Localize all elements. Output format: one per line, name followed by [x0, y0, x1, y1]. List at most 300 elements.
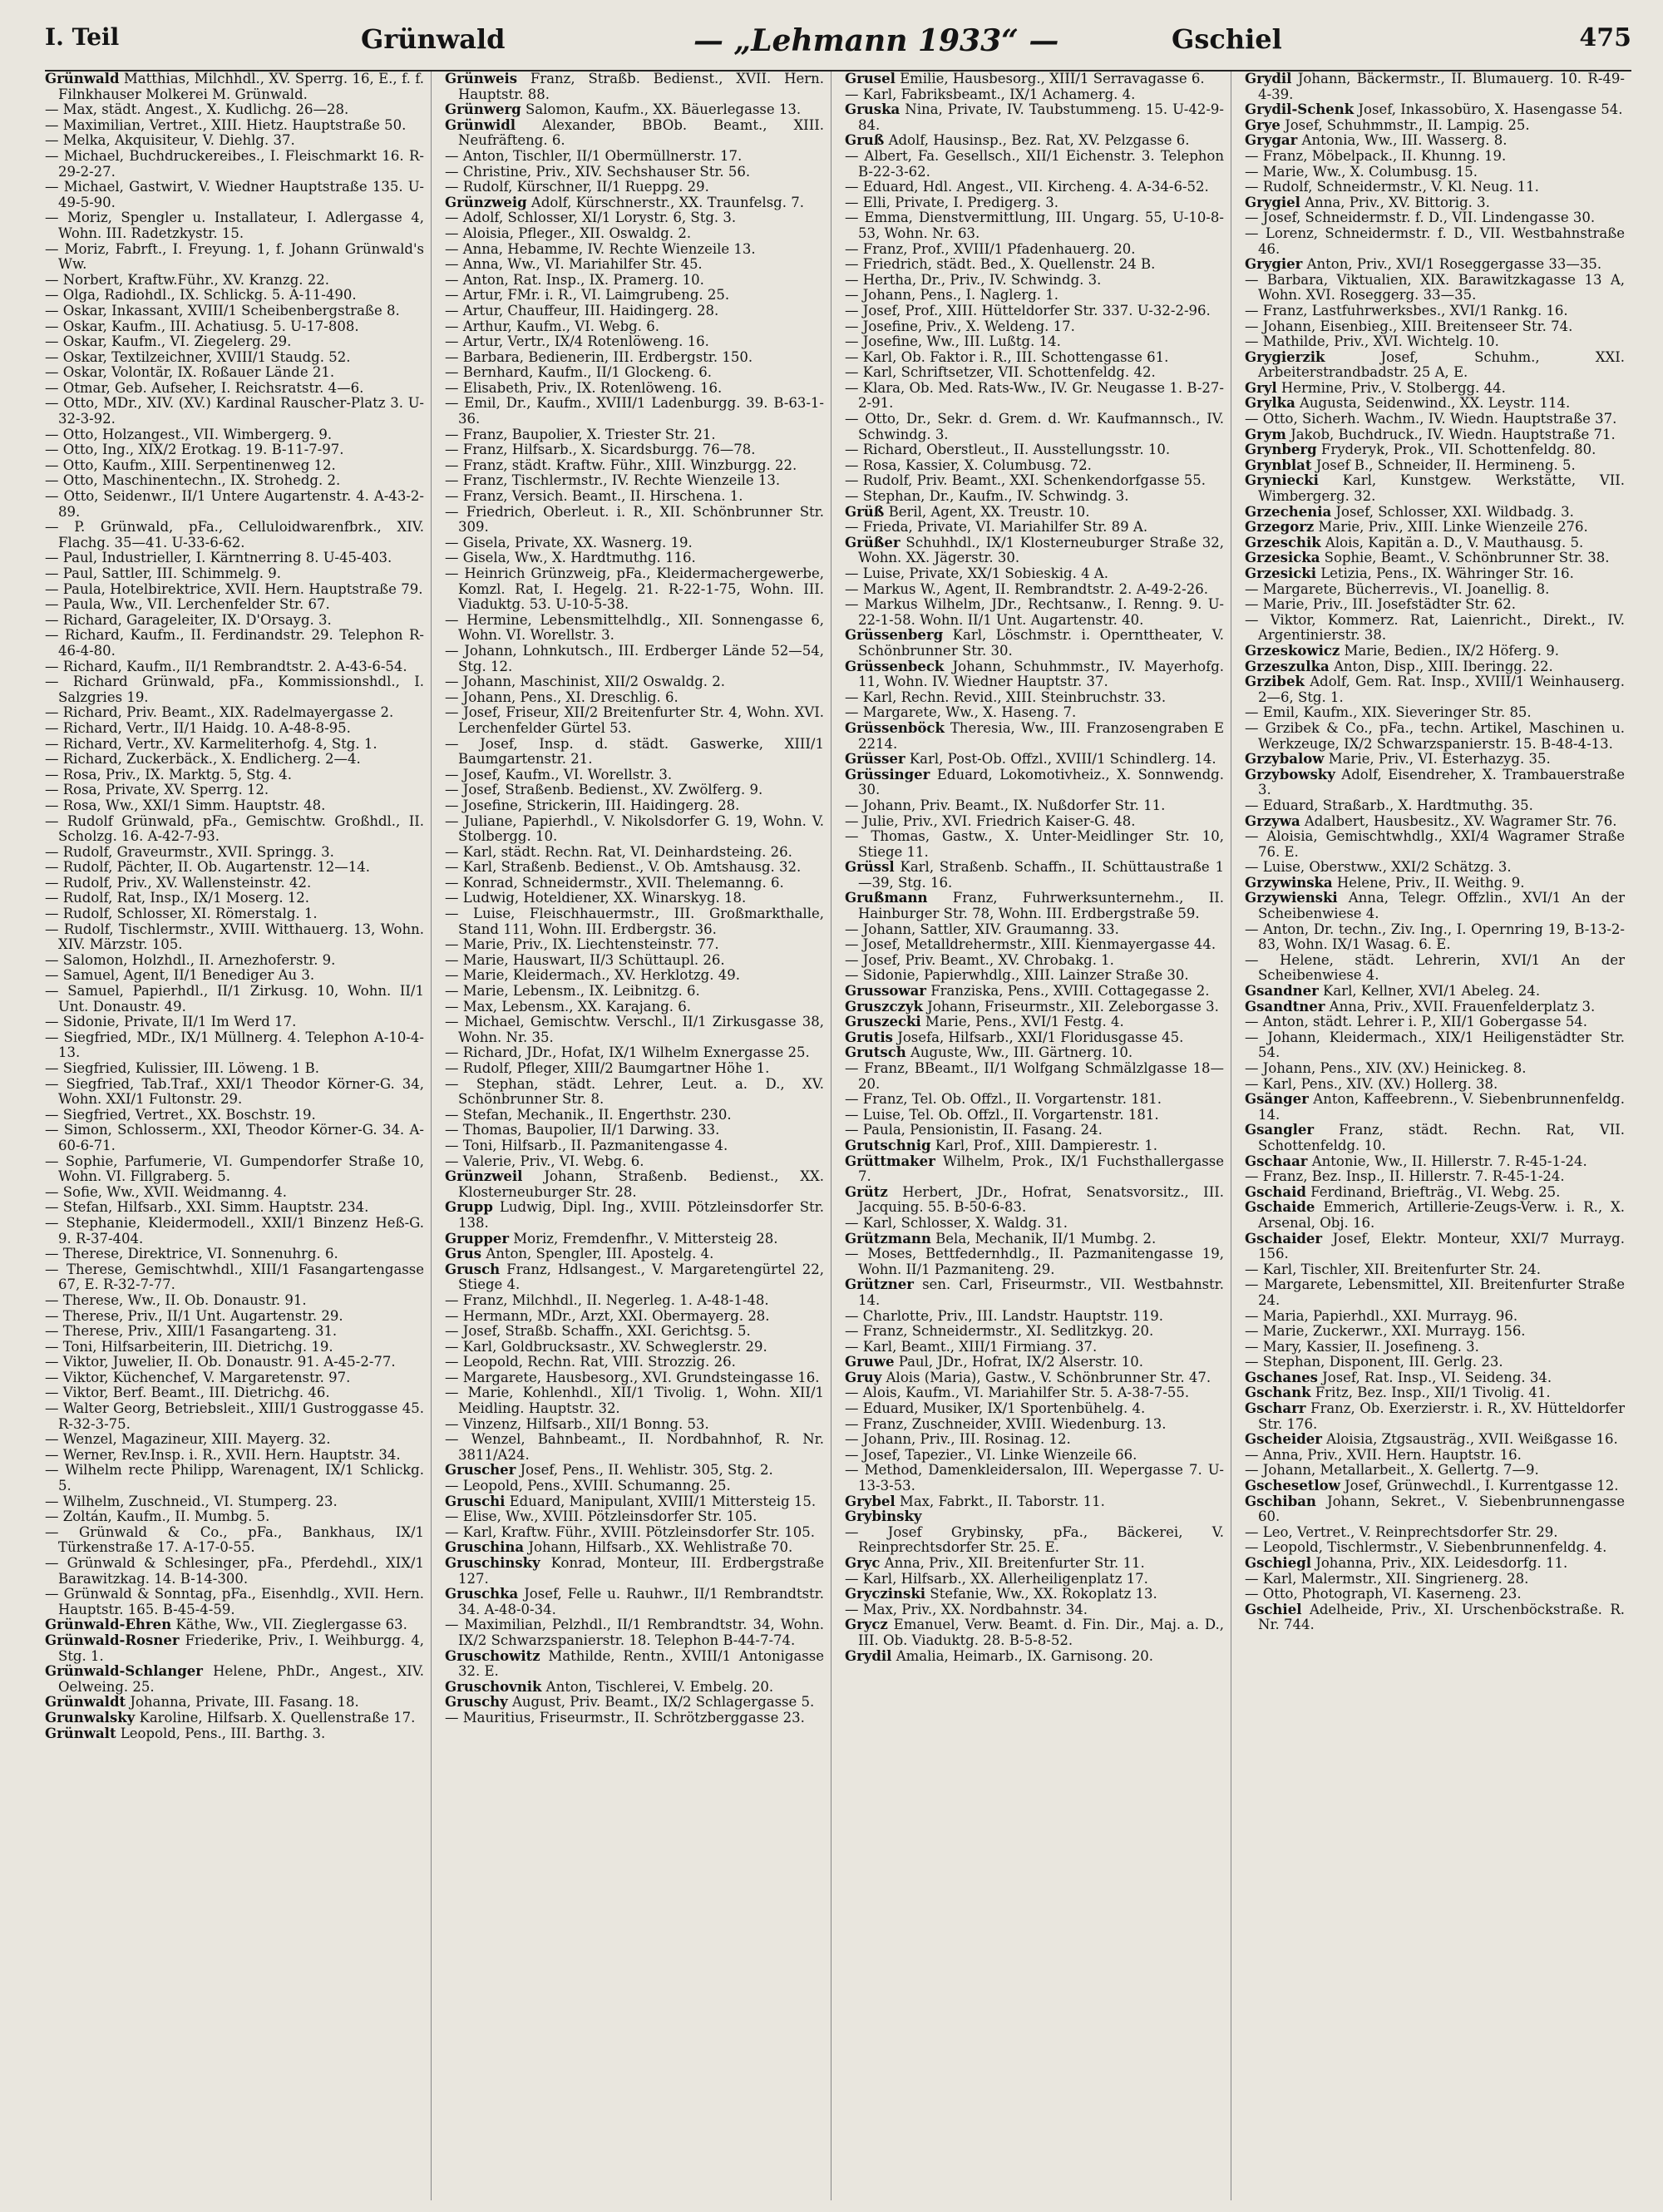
directory-entry [1245, 1123, 1625, 1153]
directory-entry [45, 458, 424, 474]
directory-entry [445, 396, 824, 427]
entry-details: Adalbert, Hausbesitz., XV. Wagramer Str. 76. [1300, 812, 1617, 829]
directory-entry [445, 953, 824, 969]
entry-surname: Gschiegl [1245, 1555, 1311, 1571]
entry-details: — Therese, Priv., II/1 Unt. Augartenstr. 29. [45, 1307, 343, 1324]
entry-details: Josef, Elektr. Monteur, XXI/7 Murrayg. 156. [1258, 1230, 1625, 1262]
entry-details: — Rudolf, Schneidermstr., V. Kl. Neug. 11. [1245, 179, 1539, 195]
entry-surname: Gruy [845, 1369, 882, 1385]
entry-details: — Johann, Priv. Beamt., IX. Nußdorfer Str. 11. [845, 797, 1166, 813]
entry-details: — Richard, Kaufm., II. Ferdinandstr. 29. Telephon R-46-4-80. [45, 627, 424, 659]
entry-surname: Gryczinski [845, 1586, 926, 1602]
directory-entry [445, 906, 824, 937]
directory-entry [1245, 149, 1625, 165]
entry-details: sen. Carl, Friseurmstr., VII. Westbahnstr. 14. [858, 1276, 1224, 1308]
entry-details: — Siegfried, Tab.Traf., XXI/1 Theodor Körner-G. 34, Wohn. XXI/1 Fultonstr. 29. [45, 1075, 424, 1108]
directory-entry [45, 551, 424, 566]
directory-entry [45, 1695, 424, 1711]
directory-entry [1245, 102, 1625, 118]
directory-entry [845, 1572, 1224, 1587]
entry-details: Anton, Kaffeebrenn., V. Siebenbrunnenfeldg. 14. [1258, 1091, 1625, 1123]
directory-entry [1245, 473, 1625, 504]
entry-details: — Otto, Dr., Sekr. d. Grem. d. Wr. Kaufmannsch., IV. Schwindg. 3. [845, 411, 1224, 442]
entry-surname: Grus [445, 1246, 482, 1262]
entry-details: — Samuel, Agent, II/1 Benediger Au 3. [45, 967, 315, 984]
entry-details: — Toni, Hilfsarbeiterin, III. Dietrichg. 19. [45, 1338, 333, 1355]
entry-details: Marie, Bedien., IX/2 Höferg. 9. [1340, 642, 1559, 659]
entry-details: — Therese, Ww., II. Ob. Donaustr. 91. [45, 1291, 307, 1308]
entry-surname: Grüttmaker [845, 1153, 935, 1169]
directory-entry [845, 690, 1224, 706]
entry-details: — Stefan, Hilfsarb., XXI. Simm. Hauptstr. 234. [45, 1199, 369, 1216]
entry-surname: Grycz [845, 1617, 888, 1633]
directory-entry [445, 984, 824, 1000]
entry-surname: Grutschnig [845, 1137, 931, 1153]
entry-details: August, Priv. Beamt., IX/2 Schlagergasse 5. [507, 1694, 815, 1711]
entry-details: Josef, Schlosser, XXI. Wildbadg. 3. [1331, 503, 1574, 520]
entry-details: — Rudolf, Priv., XV. Wallensteinstr. 42. [45, 874, 312, 891]
directory-entry [1245, 381, 1625, 397]
entry-details: — Josef, Straßb. Schaffn., XXI. Gerichtsg. 5. [445, 1323, 751, 1340]
entry-details: — Heinrich Grünzweig, pFa., Kleidermachergewerbe, Komzl. Rat, I. Hegelg. 21. R-22-1-75, Wohn. III. Viaduktg. 53. U-10-5-38. [445, 565, 824, 613]
directory-entry [45, 1324, 424, 1340]
entry-details: — Method, Damenkleidersalon, III. Wepergasse 7. U-13-3-53. [845, 1462, 1224, 1494]
directory-entry [845, 1448, 1224, 1464]
entry-details: Josef B., Schneider, II. Hermineng. 5. [1311, 457, 1576, 473]
directory-entry [445, 1169, 824, 1200]
entry-details: — Max, Lebensm., XX. Karajang. 6. [445, 998, 692, 1015]
directory-entry [845, 1030, 1224, 1046]
entry-details: — Rosa, Private, XV. Sperrg. 12. [45, 782, 269, 798]
directory-entry [45, 242, 424, 273]
directory-entry [445, 1309, 824, 1325]
directory-entry [45, 705, 424, 721]
entry-surname: Grzywienski [1245, 890, 1338, 906]
entry-details: — Anna, Priv., XVII. Hern. Hauptstr. 16. [1245, 1446, 1522, 1463]
directory-entry [845, 752, 1224, 768]
entry-details: — Richard, JDr., Hofat, IX/1 Wilhelm Exnergasse 25. [445, 1044, 810, 1061]
directory-entry [1245, 1463, 1625, 1479]
directory-entry [45, 566, 424, 582]
entry-surname: Grutsch [845, 1044, 906, 1061]
entry-surname: Gscheider [1245, 1431, 1322, 1448]
entry-details: — Leo, Vertret., V. Reinprechtsdorfer Str. 29. [1245, 1523, 1558, 1540]
entry-details: Bela, Mechanik, II/1 Mumbg. 2. [930, 1230, 1157, 1247]
directory-entry [445, 551, 824, 566]
entry-details: Auguste, Ww., III. Gärtnerg. 10. [906, 1044, 1133, 1061]
entry-details: Aloisia, Ztgsausträg., XVII. Weißgasse 16. [1321, 1431, 1618, 1448]
directory-entry [45, 674, 424, 705]
directory-entry [1245, 1587, 1625, 1602]
directory-entry [445, 1417, 824, 1433]
directory-entry [845, 1154, 1224, 1185]
directory-entry [1245, 860, 1625, 876]
directory-entry [45, 381, 424, 397]
directory-entry [45, 1370, 424, 1386]
entry-details: — Paul, Sattler, III. Schimmelg. 9. [45, 565, 281, 581]
directory-entry [845, 334, 1224, 350]
entry-details: — Wenzel, Bahnbeamt., II. Nordbahnhof, R. Nr. 3811/A24. [445, 1431, 824, 1463]
entry-details: Emanuel, Verw. Beamt. d. Fin. Dir., Maj. a. D., III. Ob. Viaduktg. 28. B-5-8-52. [858, 1617, 1224, 1648]
entry-surname: Grünwidl [445, 116, 516, 133]
entry-details: — Friedrich, städt. Bed., X. Quellenstr. 24 B. [845, 256, 1156, 273]
entry-surname: Grunwalsky [45, 1709, 136, 1726]
entry-details: — Norbert, Kraftw.Führ., XV. Kranzg. 22. [45, 271, 329, 288]
directory-entry [845, 242, 1224, 258]
entry-details: Alois, Kapitän a. D., V. Mauthausg. 5. [1320, 534, 1584, 551]
entry-surname: Grupper [445, 1230, 510, 1247]
entry-details: — Johann, Priv., III. Rosinag. 12. [845, 1431, 1071, 1448]
entry-surname: Grzegorz [1245, 519, 1315, 536]
directory-entry [1245, 334, 1625, 350]
entry-details: — Rudolf, Pfleger, XIII/2 Baumgartner Höhe 1. [445, 1060, 770, 1076]
entry-details: — Karl, Schlosser, X. Waldg. 31. [845, 1214, 1068, 1231]
directory-entry [445, 876, 824, 891]
directory-entry [445, 180, 824, 195]
entry-details: — Leopold, Rechn. Rat, VIII. Strozzig. 26. [445, 1354, 736, 1370]
directory-entry [845, 1556, 1224, 1572]
section-label: I. Teil [45, 23, 120, 51]
directory-entry [45, 1061, 424, 1077]
directory-entry [45, 1494, 424, 1510]
directory-entry [845, 257, 1224, 273]
directory-entry [1245, 1556, 1625, 1572]
entry-details: Jakob, Buchdruck., IV. Wiedn. Hauptstraße 71. [1285, 426, 1616, 442]
entry-details: — Luise, Fleischhauermstr., III. Großmarkthalle, Stand 111, Wohn. III. Erdbergstr. 36. [445, 906, 824, 937]
directory-entry [845, 768, 1224, 798]
entry-surname: Grünzweil [445, 1168, 523, 1185]
directory-entry [1245, 1602, 1625, 1633]
directory-entry [45, 350, 424, 366]
entry-details: Theresia, Ww., III. Franzosengraben E 2214. [858, 719, 1224, 752]
entry-details: — Frieda, Private, VI. Mariahilfer Str. 89 A. [845, 519, 1148, 536]
directory-entry [845, 210, 1224, 241]
entry-surname: Gschaid [1245, 1183, 1306, 1200]
entry-details: — Vinzenz, Hilfsarb., XII/1 Bonng. 53. [445, 1415, 709, 1432]
entry-surname: Gschaar [1245, 1153, 1308, 1169]
entry-details: — Siegfried, Vertret., XX. Boschstr. 19. [45, 1106, 316, 1123]
entry-details: — Karl, Tischler, XII. Breitenfurter Str. 24. [1245, 1261, 1542, 1277]
entry-details: Max, Fabrkt., II. Taborstr. 11. [895, 1493, 1105, 1509]
directory-entry [1245, 396, 1625, 412]
directory-entry [445, 1463, 824, 1479]
directory-entry [845, 505, 1224, 521]
entry-details: Josef, Schuhmmstr., II. Lampig. 25. [1280, 116, 1530, 133]
entry-details: — Konrad, Schneidermstr., XVII. Thelemanng. 6. [445, 874, 784, 891]
entry-surname: Gschesetlow [1245, 1478, 1340, 1494]
directory-entry [445, 644, 824, 674]
directory-entry [845, 1000, 1224, 1015]
directory-entry [1245, 1494, 1625, 1525]
directory-column-1 [45, 72, 432, 2200]
entry-details: — Otto, Maschinentechn., IX. Strohedg. 2. [45, 472, 341, 489]
directory-entry [445, 1015, 824, 1045]
directory-entry [845, 536, 1224, 566]
entry-details: — Leopold, Tischlermstr., V. Siebenbrunnenfeldg. 4. [1245, 1539, 1607, 1556]
directory-entry [45, 737, 424, 753]
entry-surname: Grygar [1245, 132, 1298, 149]
directory-entry [845, 1417, 1224, 1433]
page-header [45, 18, 1631, 72]
entry-details: — Olga, Radiohdl., IX. Schlickg. 5. A-11-490. [45, 287, 357, 304]
directory-entry [1245, 304, 1625, 319]
directory-entry [445, 473, 824, 489]
directory-entry [445, 891, 824, 906]
entry-surname: Grütz [845, 1183, 888, 1200]
entry-surname: Gruschovnik [445, 1678, 542, 1695]
entry-details: — Rosa, Priv., IX. Marktg. 5, Stg. 4. [45, 766, 293, 783]
entry-details: Stefanie, Ww., XX. Rokoplatz 13. [925, 1586, 1157, 1602]
entry-details: Paul, JDr., Hofrat, IX/2 Alserstr. 10. [894, 1354, 1144, 1370]
directory-entry [445, 536, 824, 551]
directory-entry [445, 165, 824, 180]
directory-entry [1245, 1309, 1625, 1325]
directory-entry [45, 489, 424, 520]
entry-details: — Josefine, Priv., X. Weldeng. 17. [845, 318, 1075, 334]
directory-entry [1245, 1169, 1625, 1185]
entry-details: — Klara, Ob. Med. Rats-Ww., IV. Gr. Neugasse 1. B-27-2-91. [845, 379, 1224, 412]
entry-details: — Salomon, Holzhdl., II. Arnezhoferstr. 9. [45, 951, 336, 968]
directory-entry [445, 288, 824, 304]
directory-entry [445, 442, 824, 458]
entry-details: — Margarete, Bücherrevis., VI. Joanellig. 8. [1245, 580, 1550, 597]
directory-entry [1245, 1355, 1625, 1370]
entry-details: Eduard, Lokomotivheiz., X. Sonnwendg. 30. [858, 766, 1224, 798]
entry-details: — Stephan, Dr., Kaufm., IV. Schwindg. 3. [845, 488, 1129, 505]
entry-details: — Paul, Industrieller, I. Kärntnerring 8. U-45-403. [45, 550, 392, 566]
entry-surname: Gryl [1245, 379, 1277, 396]
entry-details: — Rosa, Kassier, X. Columbusg. 72. [845, 457, 1092, 473]
entry-surname: Grünwaldt [45, 1694, 126, 1711]
entry-details: — Lorenz, Schneidermstr. f. D., VII. Westbahnstraße 46. [1245, 225, 1625, 257]
entry-details: — Oskar, Volontär, IX. Roßauer Lände 21. [45, 364, 335, 381]
entry-details: — Aloisia, Pfleger., XII. Oswaldg. 2. [445, 225, 692, 241]
directory-entry [1245, 1324, 1625, 1340]
directory-entry [1245, 721, 1625, 752]
directory-entry [845, 1649, 1224, 1665]
entry-details: — Josef, Prof., XIII. Hütteldorfer Str. 337. U-32-2-96. [845, 302, 1211, 318]
entry-details: — Walter Georg, Betriebsleit., XIII/1 Gustroggasse 45. R-32-3-75. [45, 1400, 424, 1432]
entry-details: — Karl, Rechn. Revid., XIII. Steinbruchstr. 33. [845, 689, 1167, 705]
directory-entry [45, 1617, 424, 1633]
entry-details: — Grzibek & Co., pFa., techn. Artikel, Maschinen u. Werkzeuge, IX/2 Schwarzspanierstr. 15. B-48-4-13. [1245, 719, 1625, 752]
directory-entry [445, 613, 824, 644]
entry-details: Josef, Inkassobüro, X. Hasengasse 54. [1354, 101, 1623, 118]
entry-details: Anton, Priv., XVI/1 Roseggergasse 33—35. [1302, 256, 1602, 273]
directory-entry [845, 891, 1224, 921]
directory-entry [845, 365, 1224, 381]
entry-details: — Josefine, Strickerin, III. Haidingerg. 28. [445, 797, 740, 813]
entry-details: — Elise, Ww., XVIII. Pötzleinsdorfer Str. 105. [445, 1508, 757, 1525]
entry-details: Amalia, Heimarb., IX. Garnisong. 20. [891, 1647, 1153, 1664]
entry-surname: Grzywinska [1245, 874, 1333, 891]
directory-entry [845, 520, 1224, 536]
directory-entry [845, 597, 1224, 628]
entry-details: Johann, Bäckermstr., II. Blumauerg. 10. R-49-4-39. [1258, 72, 1625, 102]
directory-entry [1245, 273, 1625, 304]
directory-entry [45, 1556, 424, 1587]
entry-surname: Grygierzik [1245, 348, 1325, 365]
entry-details: — Eduard, Straßarb., X. Hardtmuthg. 35. [1245, 797, 1533, 813]
page-number: 475 [1579, 23, 1631, 52]
directory-entry [1245, 1540, 1625, 1556]
entry-details: Käthe, Ww., VII. Zieglergasse 63. [171, 1617, 407, 1633]
directory-entry [45, 288, 424, 304]
entry-details: — Alois, Kaufm., VI. Mariahilfer Str. 5. A-38-7-55. [845, 1385, 1190, 1401]
directory-entry [1245, 505, 1625, 521]
entry-surname: Grüssenböck [845, 719, 945, 736]
directory-entry [845, 1463, 1224, 1494]
entry-details: — Michael, Buchdruckereibes., I. Fleischmarkt 16. R-29-2-27. [45, 147, 424, 180]
entry-details: — Aloisia, Gemischtwhdlg., XXI/4 Wagramer Straße 76. E. [1245, 828, 1625, 860]
directory-column-3 [845, 72, 1231, 2200]
directory-entry [1245, 644, 1625, 659]
entry-details: — Emil, Dr., Kaufm., XVIII/1 Ladenburgg. 39. B-63-1-36. [445, 395, 824, 427]
entry-details: — Franz, Versich. Beamt., II. Hirschena. 1. [445, 488, 743, 505]
directory-entry [445, 1556, 824, 1587]
directory-entry [845, 860, 1224, 891]
entry-details: — Grünwald & Schlesinger, pFa., Pferdehdl., XIX/1 Barawitzkag. 14. B-14-300. [45, 1555, 424, 1587]
directory-entry [45, 1340, 424, 1355]
directory-entry [445, 319, 824, 335]
entry-details: Antonie, Ww., II. Hillerstr. 7. R-45-1-24. [1307, 1153, 1587, 1169]
entry-details: — Mary, Kassier, II. Josefineng. 3. [1245, 1338, 1479, 1355]
entry-details: — Siegfried, Kulissier, III. Löweng. 1 B. [45, 1060, 320, 1076]
directory-entry [845, 1525, 1224, 1556]
entry-details: — Johann, Pens., I. Naglerg. 1. [845, 287, 1059, 304]
directory-entry [45, 102, 424, 118]
entry-surname: Grüsser [845, 751, 906, 768]
directory-entry [45, 752, 424, 768]
entry-details: — Karl, Beamt., XIII/1 Firmiang. 37. [845, 1338, 1098, 1355]
directory-entry [45, 72, 424, 102]
directory-entry [845, 273, 1224, 289]
entry-surname: Grygier [1245, 256, 1303, 273]
directory-entry [45, 520, 424, 551]
entry-details: — Johann, Kleidermach., XIX/1 Heiligenstädter Str. 54. [1245, 1029, 1625, 1061]
entry-details: Mathilde, Rentn., XVIII/1 Antonigasse 32. E. [458, 1647, 824, 1680]
entry-details: — Werner, Rev.Insp. i. R., XVII. Hern. Hauptstr. 34. [45, 1446, 401, 1463]
directory-entry [1245, 210, 1625, 226]
first-entry-name: Grünwald [361, 23, 506, 55]
directory-entry [45, 210, 424, 241]
entry-details: — Luise, Private, XX/1 Sobieskig. 4 A. [845, 565, 1108, 581]
directory-entry [445, 1680, 824, 1696]
directory-entry [1245, 133, 1625, 149]
entry-details: — Juliane, Papierhdl., V. Nikolsdorfer G. 19, Wohn. V. Stolbergg. 10. [445, 812, 824, 845]
directory-entry [45, 845, 424, 861]
entry-surname: Gruschy [445, 1694, 508, 1711]
entry-details: Karl, Prof., XIII. Dampierestr. 1. [930, 1137, 1157, 1153]
directory-entry [845, 1432, 1224, 1448]
entry-details: — Emma, Dienstvermittlung, III. Ungarg. 55, U-10-8-53, Wohn. Nr. 63. [845, 210, 1224, 241]
entry-surname: Gsandtner [1245, 998, 1325, 1015]
entry-details: — Margarete, Lebensmittel, XII. Breitenfurter Straße 24. [1245, 1276, 1625, 1308]
entry-details: — Siegfried, MDr., IX/1 Müllnerg. 4. Telephon A-10-4-13. [45, 1029, 424, 1061]
entry-surname: Grzesicka [1245, 550, 1320, 566]
directory-entry [445, 195, 824, 211]
directory-entry [445, 1324, 824, 1340]
entry-details: — Marie, Priv., IX. Liechtensteinstr. 77. [445, 936, 719, 953]
entry-details: Adelheide, Priv., XI. Urschenböckstraße. R. Nr. 744. [1258, 1601, 1625, 1633]
directory-entry [45, 1711, 424, 1726]
directory-entry [845, 412, 1224, 442]
directory-entry [445, 118, 824, 149]
entry-surname: Grünwerg [445, 101, 521, 118]
entry-details: — Josef, Priv. Beamt., XV. Chrobakg. 1. [845, 951, 1114, 968]
entry-details: — Sidonie, Private, II/1 Im Werd 17. [45, 1014, 297, 1030]
entry-details: Karl, Kellner, XVI/1 Abeleg. 24. [1318, 983, 1541, 1000]
entry-details: Eduard, Manipulant, XVIII/1 Mittersteig 15. [505, 1493, 817, 1509]
directory-entry [45, 1108, 424, 1123]
entry-details: — Hermine, Lebensmittelhdlg., XII. Sonnengasse 6, Wohn. VI. Worellstr. 3. [445, 611, 824, 644]
entry-surname: Gscharr [1245, 1400, 1306, 1417]
directory-entry [45, 1216, 424, 1247]
directory-entry [445, 1077, 824, 1108]
directory-entry [1245, 1262, 1625, 1278]
entry-details: Nina, Private, IV. Taubstummeng. 15. U-42-9-84. [858, 101, 1224, 133]
entry-details: — Max, städt. Angest., X. Kudlichg. 26—28. [45, 101, 349, 118]
directory-entry [445, 1432, 824, 1463]
entry-details: — Oskar, Inkassant, XVIII/1 Scheibenbergstraße 8. [45, 302, 400, 318]
directory-entry [1245, 458, 1625, 474]
directory-entry [445, 226, 824, 242]
entry-details: — Elli, Private, I. Predigerg. 3. [845, 194, 1059, 210]
entry-details: — Markus Wilhelm, JDr., Rechtsanw., I. Renng. 9. U-22-1-58. Wohn. II/1 Unt. Augartenstr. 40. [845, 596, 1224, 628]
directory-entry [45, 442, 424, 458]
directory-entry [845, 1617, 1224, 1648]
entry-details: — Josef, Schneidermstr. f. D., VII. Lindengasse 30. [1245, 210, 1596, 226]
directory-entry [1245, 1232, 1625, 1262]
entry-details: — Marie, Kohlenhdl., XII/1 Tivolig. 1, Wohn. XII/1 Meidling. Hauptstr. 32. [445, 1385, 824, 1417]
directory-entry [45, 1123, 424, 1153]
entry-details: — Franz, Tel. Ob. Offzl., II. Vorgartenstr. 181. [845, 1091, 1162, 1108]
entry-details: — Josef, Kaufm., VI. Worellstr. 3. [445, 766, 673, 783]
directory-entry [45, 768, 424, 783]
directory-entry [45, 473, 424, 489]
entry-details: Hermine, Priv., V. Stolbergg. 44. [1276, 379, 1506, 396]
directory-entry [845, 1277, 1224, 1308]
entry-details: Johann, Friseurmstr., XII. Zeleborgasse 3. [922, 998, 1219, 1015]
entry-details: — Barbara, Viktualien, XIX. Barawitzkagasse 13 A, Wohn. XVI. Roseggerg. 33—35. [1245, 271, 1625, 304]
entry-details: — Hertha, Dr., Priv., IV. Schwindg. 3. [845, 271, 1102, 288]
entry-details: — Josef, Friseur, XII/2 Breitenfurter Str. 4, Wohn. XVI. Lerchenfelder Gürtel 53. [445, 704, 824, 736]
directory-entry [445, 381, 824, 397]
directory-entry [1245, 319, 1625, 335]
entry-details: — Emil, Kaufm., XIX. Sieveringer Str. 85. [1245, 704, 1532, 721]
directory-entry [445, 1649, 824, 1680]
entry-details: — Julie, Priv., XVI. Friedrich Kaiser-G. 48. [845, 812, 1136, 829]
entry-details: — Rudolf, Graveurmstr., XVII. Springg. 3. [45, 843, 334, 860]
entry-details: — Richard, Zuckerbäck., X. Endlicherg. 2—4. [45, 751, 361, 768]
entry-surname: Grybinsky [845, 1508, 922, 1525]
entry-surname: Grynberg [1245, 442, 1317, 458]
entry-details: — Eduard, Hdl. Angest., VII. Kircheng. 4. A-34-6-52. [845, 179, 1209, 195]
entry-details: — Johann, Metallarbeit., X. Gellertg. 7—9. [1245, 1462, 1539, 1479]
entry-details: — Stephan, städt. Lehrer, Leut. a. D., XV. Schönbrunner Str. 8. [445, 1075, 824, 1108]
directory-entry [1245, 1479, 1625, 1494]
directory-entry [45, 798, 424, 814]
entry-surname: Grünwald-Rosner [45, 1632, 180, 1648]
directory-entry [445, 1200, 824, 1231]
directory-entry [45, 1355, 424, 1370]
entry-details: — Sidonie, Papierwhdlg., XIII. Lainzer Straße 30. [845, 967, 1189, 984]
entry-details: — Franz, BBeamt., II/1 Wolfgang Schmälzlgasse 18—20. [845, 1060, 1224, 1092]
directory-entry [845, 1232, 1224, 1247]
entry-details: Franz, Fuhrwerksunternehm., II. Hainburger Str. 78, Wohn. III. Erdbergstraße 59. [858, 890, 1224, 922]
directory-entry [445, 1262, 824, 1293]
directory-entry [845, 1494, 1224, 1510]
